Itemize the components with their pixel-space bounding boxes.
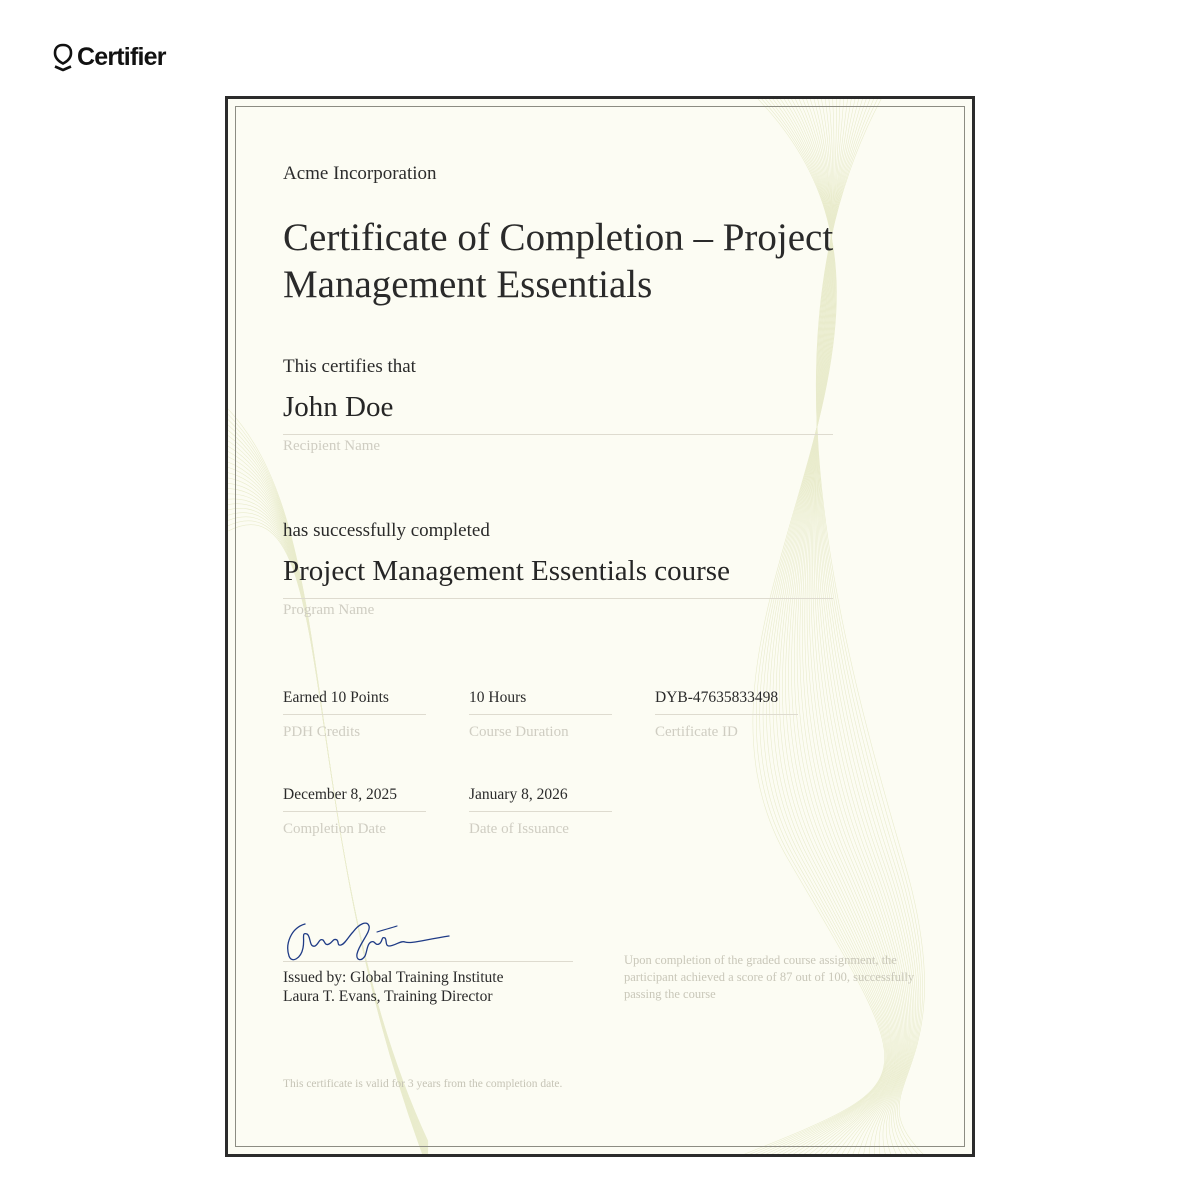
organization-name: Acme Incorporation [283, 163, 437, 184]
certifies-text: This certifies that [283, 356, 416, 377]
signature-rule [283, 961, 573, 962]
certificate-id-label: Certificate ID [655, 724, 738, 740]
signatory-name: Laura T. Evans, Training Director [283, 988, 493, 1005]
recipient-label: Recipient Name [283, 438, 381, 454]
certificate-id-rule [655, 714, 798, 715]
program-name: Project Management Essentials course [283, 555, 730, 587]
certificate [225, 96, 975, 1157]
certificate-id-value: DYB-47635833498 [655, 689, 779, 706]
issuance-date-rule [469, 811, 612, 812]
course-duration-label: Course Duration [469, 724, 569, 740]
completed-text: has successfully completed [283, 520, 490, 541]
issuer-info [283, 968, 503, 1006]
certificate-title: Certificate of Completion – Project Management Essentials [283, 216, 834, 306]
program-label: Program Name [283, 602, 375, 618]
issuance-date-value: January 8, 2026 [469, 786, 568, 803]
completion-date-value: December 8, 2025 [283, 786, 398, 803]
score-note: Upon completion of the graded course assignment, the participant achieved a score of 87 out of 100, successfully passing the course [624, 953, 915, 1001]
certifier-shield-icon [52, 42, 74, 72]
completion-date-rule [283, 811, 426, 812]
issuance-date-label: Date of Issuance [469, 821, 569, 837]
pdh-credits-rule [283, 714, 426, 715]
course-duration-rule [469, 714, 612, 715]
course-duration-value: 10 Hours [469, 689, 527, 706]
pdh-credits-label: PDH Credits [283, 724, 361, 740]
validity-note: This certificate is valid for 3 years from the completion date. [283, 1078, 563, 1090]
pdh-credits-value: Earned 10 Points [283, 689, 389, 706]
issued-by: Issued by: Global Training Institute [283, 969, 504, 986]
recipient-name: John Doe [283, 391, 394, 423]
program-rule [283, 598, 833, 599]
brand-name: Certifier [77, 43, 166, 71]
recipient-rule [283, 434, 833, 435]
signature-image [283, 914, 453, 966]
brand-logo [52, 42, 166, 72]
completion-date-label: Completion Date [283, 821, 386, 837]
